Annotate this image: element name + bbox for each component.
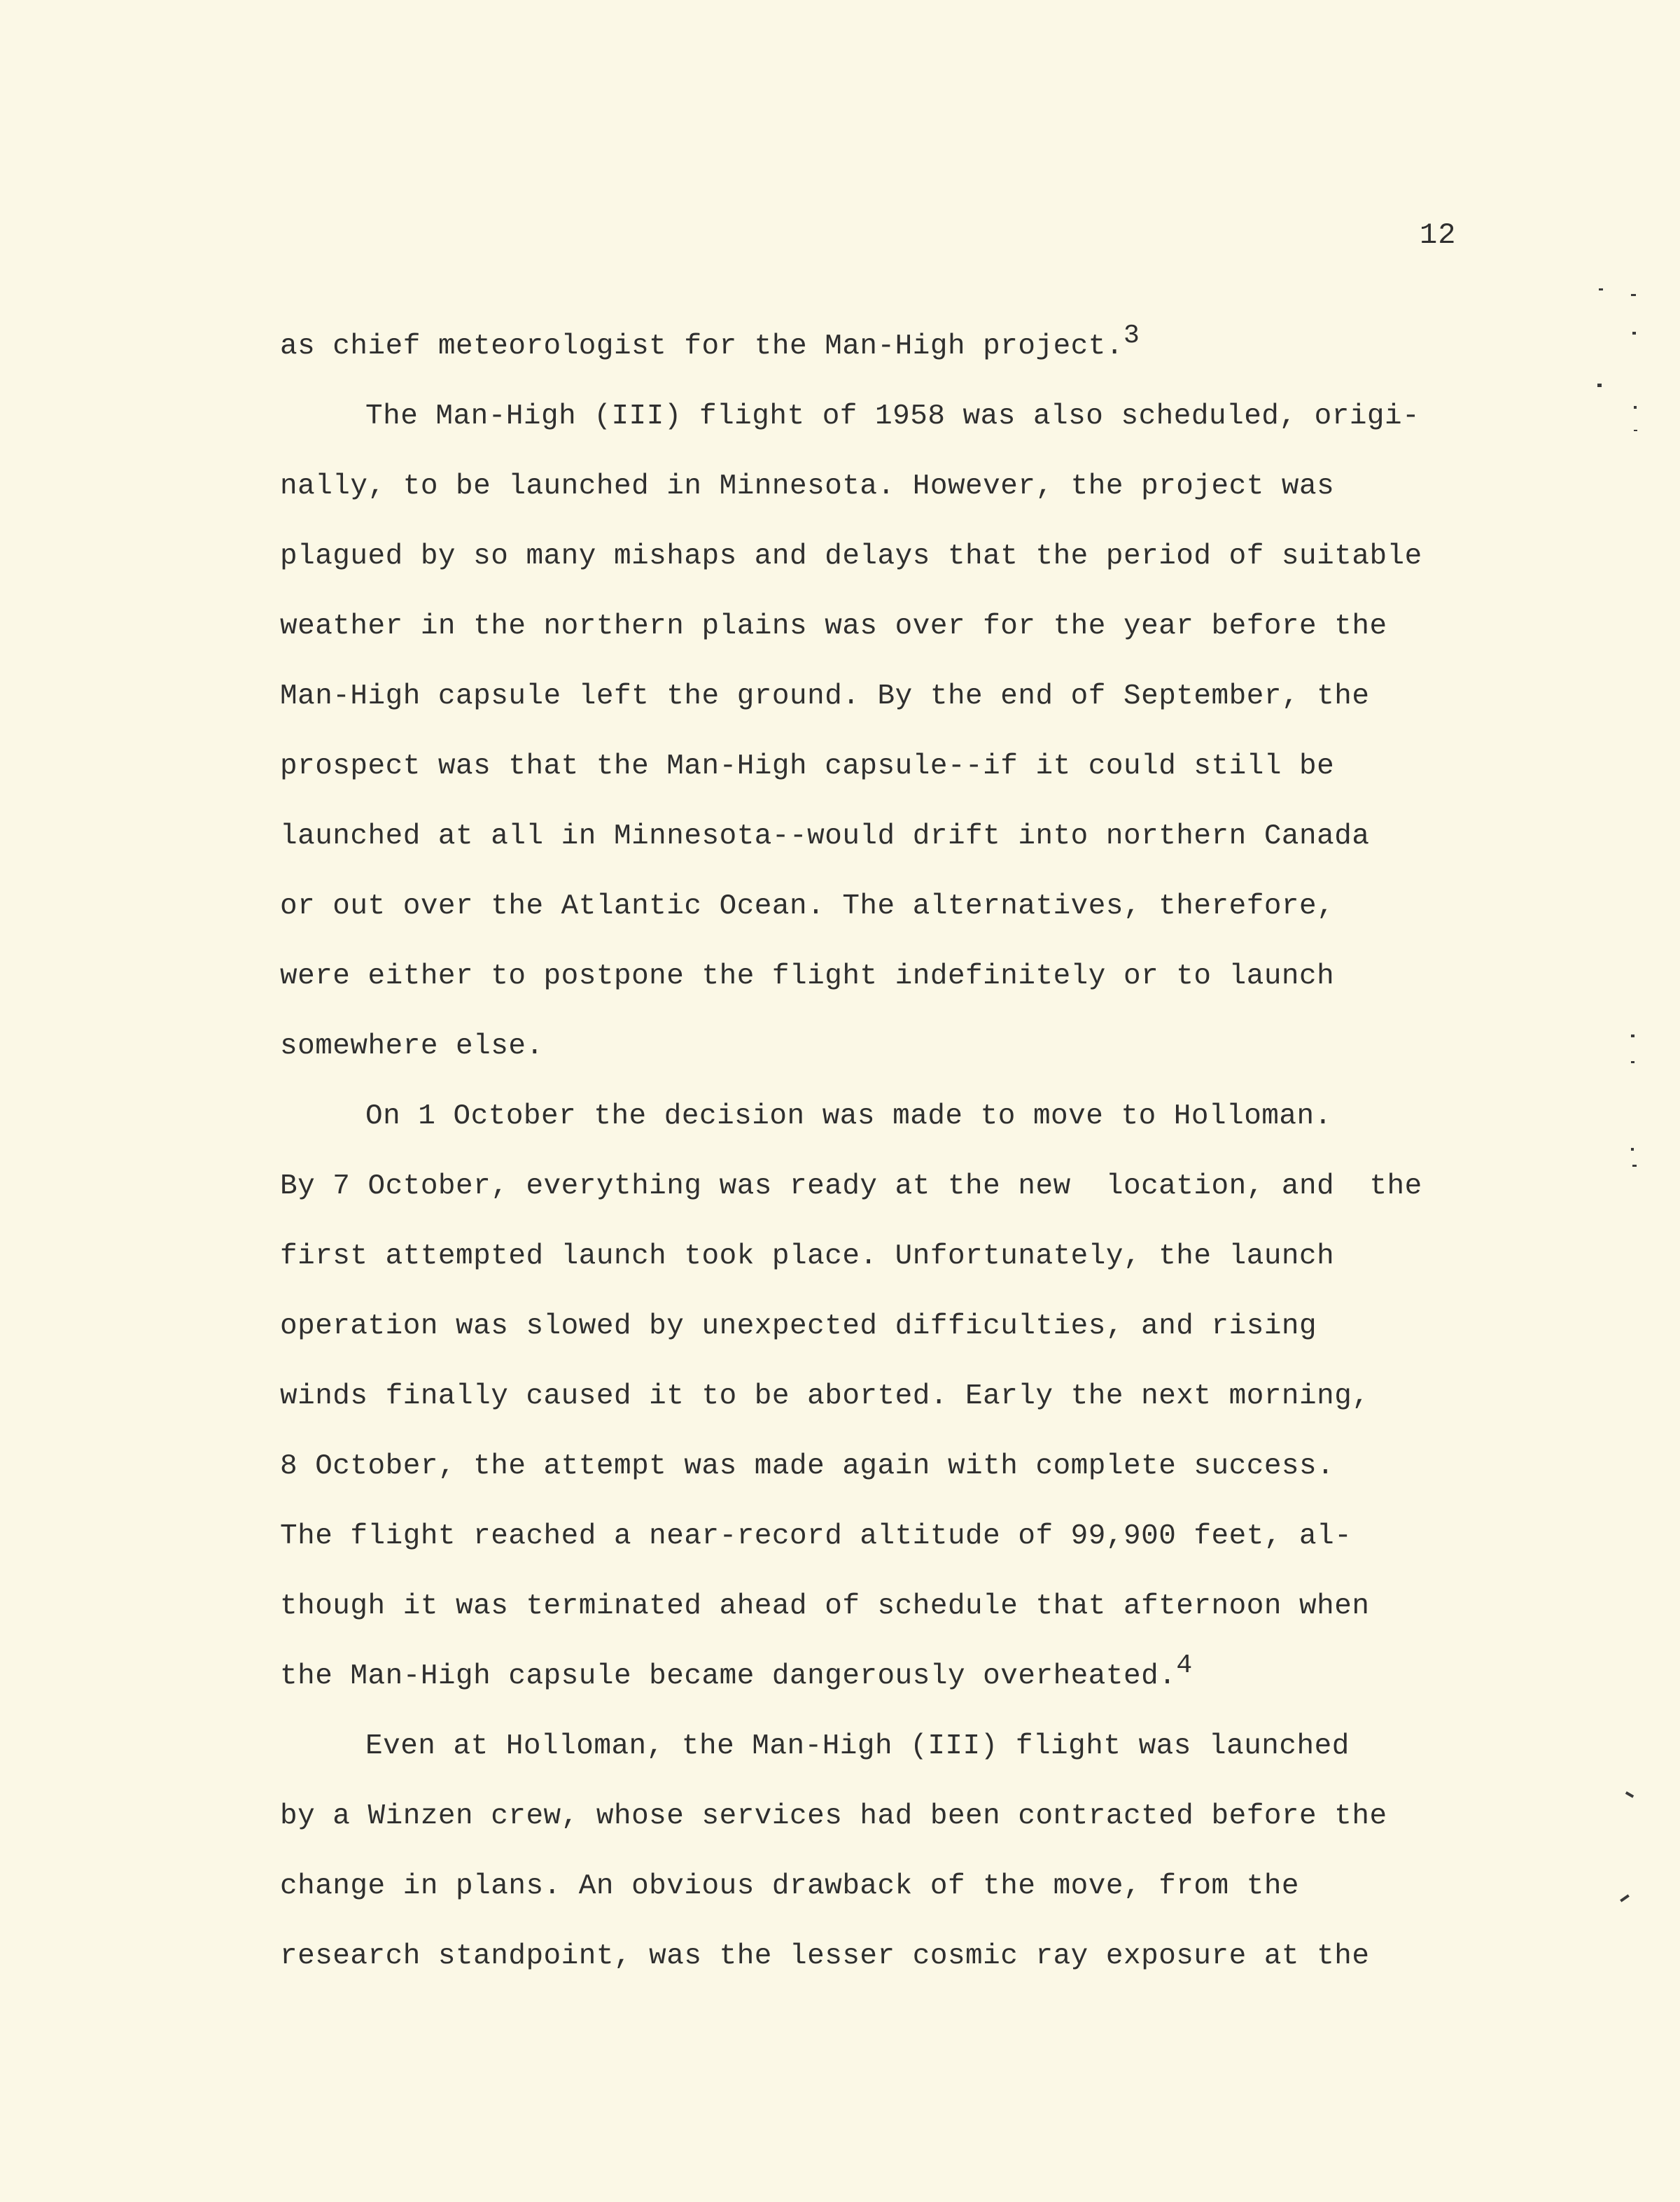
scan-mark: [1634, 430, 1637, 431]
text-line: The flight reached a near-record altitude of 99,900 feet, al-: [280, 1520, 1352, 1552]
footnote-marker: 3: [1124, 321, 1140, 351]
scan-mark: [1599, 288, 1603, 290]
text-line: change in plans. An obvious drawback of the move, from the: [280, 1870, 1300, 1902]
text-line: Even at Holloman, the Man-High (III) flight was launched: [365, 1730, 1350, 1762]
text-line: the Man-High capsule became dangerously overheated.$^4$: [280, 1650, 1193, 1692]
scan-mark: [1632, 1165, 1637, 1167]
text-line: prospect was that the Man-High capsule--if it could still be: [280, 750, 1335, 783]
text-line: research standpoint, was the lesser cosmic ray exposure at the: [280, 1940, 1370, 1972]
scan-mark: [1631, 1061, 1634, 1063]
text-line: Man-High capsule left the ground. By the end of September, the: [280, 680, 1370, 713]
text-line: though it was terminated ahead of schedule that afternoon when: [280, 1590, 1370, 1622]
scan-mark: [1631, 294, 1636, 296]
scan-mark: [1620, 1894, 1630, 1902]
text-line: first attempted launch took place. Unfortunately, the launch: [280, 1240, 1335, 1272]
text-line: operation was slowed by unexpected difficulties, and rising: [280, 1310, 1317, 1342]
text-line: The Man-High (III) flight of 1958 was also scheduled, origi-: [365, 400, 1420, 433]
text-line: somewhere else.: [280, 1030, 544, 1063]
text-line: On 1 October the decision was made to move to Holloman.: [365, 1100, 1332, 1132]
text-line: nally, to be launched in Minnesota. However, the project was: [280, 470, 1335, 503]
scan-mark: [1625, 1791, 1634, 1797]
text-line: winds finally caused it to be aborted. Early the next morning,: [280, 1380, 1370, 1412]
scan-mark: [1634, 406, 1637, 409]
text-line: 8 October, the attempt was made again with complete success.: [280, 1450, 1335, 1482]
scan-mark: [1631, 1148, 1634, 1151]
text-line: were either to postpone the flight indefinitely or to launch: [280, 960, 1335, 993]
scan-mark: [1632, 332, 1636, 335]
text-line: or out over the Atlantic Ocean. The alternatives, therefore,: [280, 890, 1335, 923]
footnote-marker: 4: [1176, 1650, 1193, 1681]
text-line: weather in the northern plains was over for the year before the: [280, 610, 1387, 643]
text-line: as chief meteorologist for the Man-High project.$^3$: [280, 321, 1140, 363]
page-number: 12: [1420, 218, 1457, 252]
text-line: plagued by so many mishaps and delays that the period of suitable: [280, 540, 1422, 573]
text-line: launched at all in Minnesota--would drift into northern Canada: [280, 820, 1370, 853]
scan-mark: [1631, 1035, 1634, 1037]
text-line: By 7 October, everything was ready at the new location, and the: [280, 1170, 1422, 1202]
scan-mark: [1597, 384, 1602, 387]
body-text: [280, 311, 1456, 1991]
text-line: by a Winzen crew, whose services had been contracted before the: [280, 1800, 1387, 1832]
